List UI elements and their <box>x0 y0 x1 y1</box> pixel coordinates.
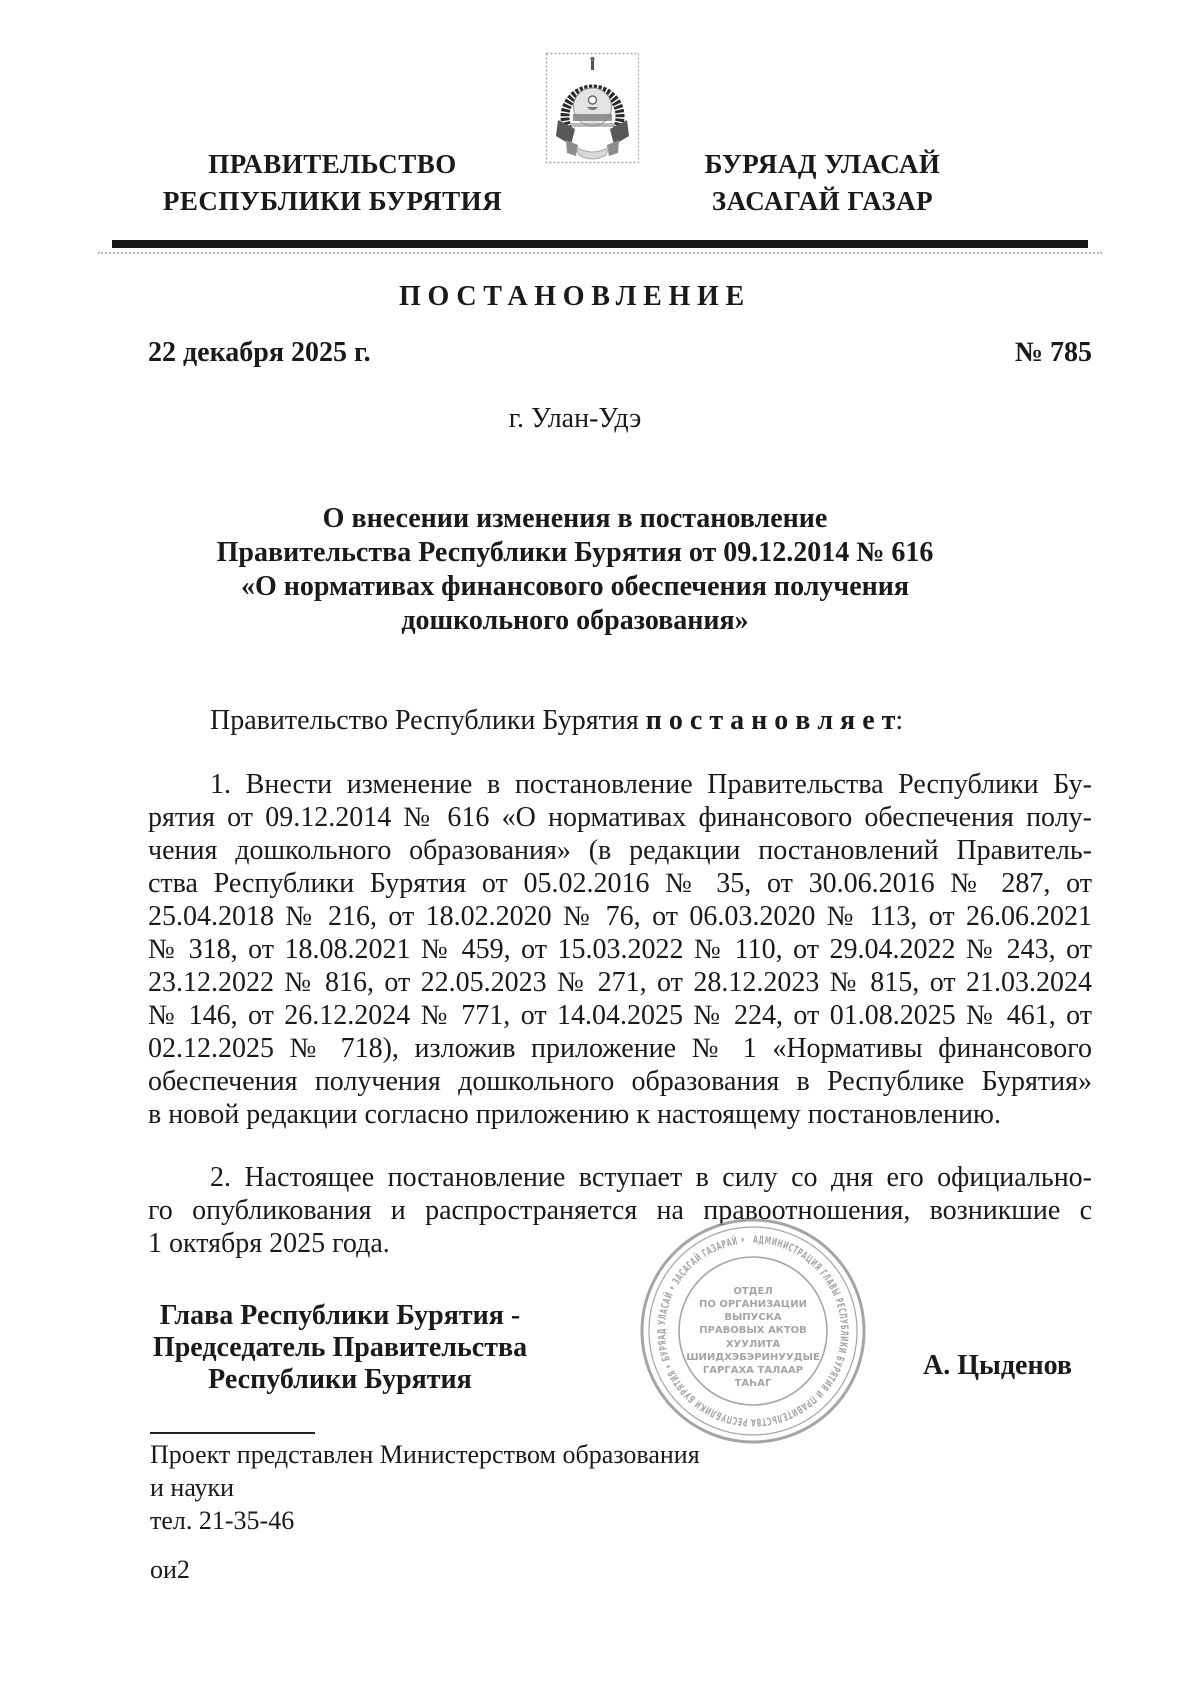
paragraph-line: ства Республики Бурятия от 05.02.2016 № 35, от 30.06.2016 № 287, от <box>148 868 1092 899</box>
footer-separator-line <box>150 1432 315 1434</box>
resolution-lead-colon: : <box>895 705 904 736</box>
date-number-row <box>0 336 1200 370</box>
signatory-name: А. Цыденов <box>922 1350 1072 1381</box>
document-header <box>0 0 1200 240</box>
stamp-center-line: ВЫПУСКА <box>724 1312 782 1323</box>
issuer-name-buryat <box>635 146 1010 220</box>
paragraph-line: 02.12.2025 № 718), изложив приложение № 1 «Нормативы финансового <box>148 1033 1092 1064</box>
resolution-lead-line <box>148 704 1092 738</box>
stamp-ring-text: АДМИНИСТРАЦИЯ ГЛАВЫ РЕСПУБЛИКИ БУРЯТИЯ И ПРАВИТЕЛЬСТВА РЕСПУБЛИКИ БУРЯТИЯ • БУРЯАД УЛАСАЙ • ЗАСАГАЙ ГАЗАРАЙ • <box>655 1233 851 1429</box>
stamp-center-line: ГАРГАХА ТАЛААР <box>702 1365 804 1376</box>
paragraph-line: в новой редакции согласно приложению к настоящему постановлению. <box>148 1099 1001 1130</box>
issuer-name-line: ЗАСАГАЙ ГАЗАР <box>711 186 934 216</box>
paragraph-line: № 146, от 26.12.2024 № 771, от 14.04.2025 № 224, от 01.08.2025 № 461, от <box>148 1000 1092 1031</box>
footer-note-line: тел. 21-35-46 <box>150 1506 295 1535</box>
paragraph-2 <box>148 1161 1092 1260</box>
stamp-center-line: ПРАВОВЫХ АКТОВ <box>699 1325 807 1336</box>
document-title-line: дошкольного образования» <box>401 605 749 636</box>
document-title-line: О внесении изменения в постановление <box>322 503 828 534</box>
signature-block <box>0 1300 1200 1396</box>
stamp-center-line: ТАҺАГ <box>734 1378 772 1389</box>
paragraph-line: 25.04.2018 № 216, от 18.02.2020 № 76, от 06.03.2020 № 113, от 26.06.2021 <box>148 901 1092 932</box>
paragraph-line: 23.12.2022 № 816, от 22.05.2023 № 271, от 28.12.2023 № 815, от 21.03.2024 <box>148 967 1092 998</box>
paragraph-line: чения дошкольного образования» (в редакции постановлений Правитель- <box>148 835 1092 866</box>
footer-code: ои2 <box>150 1555 190 1584</box>
issuer-name-line: РЕСПУБЛИКИ БУРЯТИЯ <box>162 186 503 216</box>
paragraph-1 <box>148 768 1092 1131</box>
signatory-position-line: Глава Республики Бурятия - <box>159 1300 521 1331</box>
coat-of-arms-icon <box>545 52 640 164</box>
document-body <box>0 704 1200 1260</box>
issuer-name-russian <box>125 146 540 220</box>
stamp-center-line: ШИИДХЭБЭРИНУУДЫЕ <box>686 1352 820 1363</box>
resolution-lead-emphasis: п о с т а н о в л я е т <box>645 705 896 736</box>
signatory-position <box>140 1300 540 1396</box>
document-type-heading: ПОСТАНОВЛЕНИЕ <box>399 281 751 312</box>
signatory-position-line: Республики Бурятия <box>208 1364 472 1395</box>
header-separator-thick <box>112 240 1088 248</box>
issuer-name-line: ПРАВИТЕЛЬСТВО <box>208 149 457 179</box>
stamp-center-line: ОТДЕЛ <box>733 1286 773 1297</box>
stamp-center-line: ХУУЛИТА <box>725 1339 781 1350</box>
paragraph-line: 1 октября 2025 года. <box>148 1228 390 1259</box>
stamp-center-line: ПО ОРГАНИЗАЦИИ <box>699 1299 807 1310</box>
paragraph-line: го опубликования и распространяется на правоотношения, возникшие с <box>148 1195 1092 1226</box>
issuer-name-line: БУРЯАД УЛАСАЙ <box>704 149 941 179</box>
footer-note-line: Проект представлен Министерством образования <box>150 1440 700 1469</box>
footer-note <box>150 1438 1200 1537</box>
document-title-line: Правительства Республики Бурятия от 09.12.2014 № 616 <box>216 537 934 568</box>
header-separator-thin <box>98 252 1102 254</box>
footer-note-line: и науки <box>150 1473 235 1502</box>
resolution-lead-prefix: Правительство Республики Бурятия <box>210 705 646 736</box>
footer <box>0 1432 1200 1586</box>
signatory-position-line: Председатель Правительства <box>152 1332 528 1363</box>
paragraph-line: рятия от 09.12.2014 № 616 «О нормативах финансового обеспечения полу- <box>148 802 1092 833</box>
document-title <box>0 502 1200 638</box>
document-number: № 785 <box>1014 337 1092 368</box>
document-city: г. Улан-Удэ <box>508 403 642 434</box>
paragraph-line: № 318, от 18.08.2021 № 459, от 15.03.2022 № 110, от 29.04.2022 № 243, от <box>148 934 1092 965</box>
document-date: 22 декабря 2025 г. <box>148 337 371 368</box>
paragraph-line: 2. Настоящее постановление вступает в силу со дня его официально- <box>210 1162 1092 1193</box>
paragraph-line: 1. Внести изменение в постановление Правительства Республики Бу- <box>210 769 1092 800</box>
document-title-line: «О нормативах финансового обеспечения получения <box>240 571 910 602</box>
paragraph-line: обеспечения получения дошкольного образования в Республике Бурятия» <box>148 1066 1092 1097</box>
